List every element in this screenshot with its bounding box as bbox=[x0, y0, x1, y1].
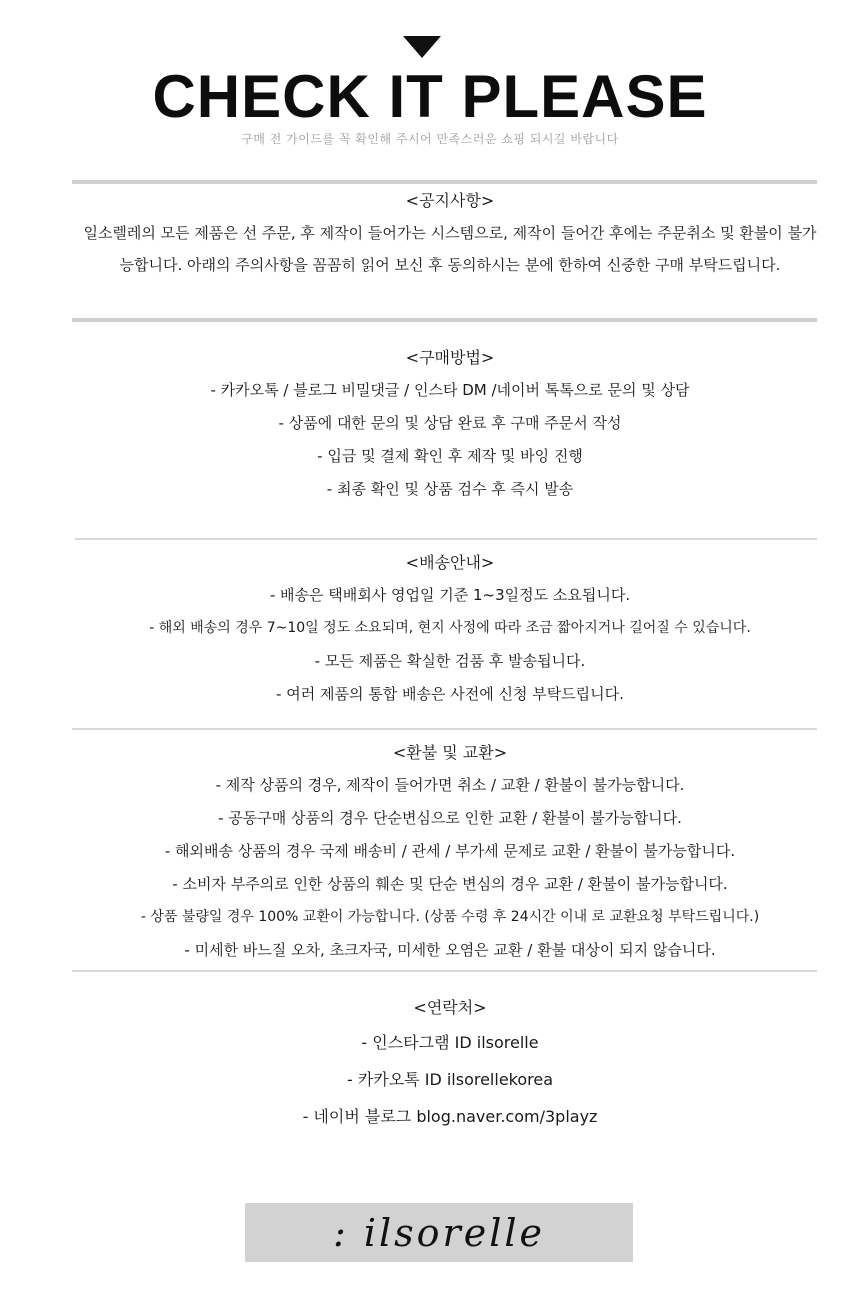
contact-naver-blog: - 네이버 블로그 blog.naver.com/3playz bbox=[302, 1107, 598, 1126]
refund-heading: <환불 및 교환> bbox=[392, 743, 508, 762]
shipping-line: - 여러 제품의 통합 배송은 사전에 신청 부탁드립니다. bbox=[276, 685, 624, 703]
refund-line: - 소비자 부주의로 인한 상품의 훼손 및 단순 변심의 경우 교환 / 환불이 불가능합니다. bbox=[172, 875, 728, 893]
contact-instagram: - 인스타그램 ID ilsorelle bbox=[361, 1033, 539, 1052]
purchase-section bbox=[70, 342, 830, 506]
refund-line: - 제작 상품의 경우, 제작이 들어가면 취소 / 교환 / 환불이 불가능합니다. bbox=[215, 776, 685, 794]
refund-section bbox=[70, 737, 830, 967]
refund-line: - 상품 불량일 경우 100% 교환이 가능합니다. (상품 수령 후 24시간 이내 로 교환요청 부탁드립니다.) bbox=[140, 909, 760, 925]
purchase-line: - 상품에 대한 문의 및 상담 완료 후 구매 주문서 작성 bbox=[278, 414, 622, 432]
divider-top bbox=[72, 180, 817, 184]
shipping-line: - 모든 제품은 확실한 검품 후 발송됩니다. bbox=[314, 652, 586, 670]
refund-line: - 해외배송 상품의 경우 국제 배송비 / 관세 / 부가세 문제로 교환 / 환불이 불가능합니다. bbox=[164, 842, 736, 860]
purchase-heading: <구매방법> bbox=[405, 348, 495, 367]
notice-section bbox=[70, 185, 830, 281]
divider-purchase bbox=[72, 318, 817, 322]
page-subtitle: 구매 전 가이드를 꼭 확인해 주시어 만족스러운 쇼핑 되시길 바랍니다 bbox=[241, 132, 619, 146]
refund-line: - 공동구매 상품의 경우 단순변심으로 인한 교환 / 환불이 불가능합니다. bbox=[218, 809, 682, 827]
divider-contact bbox=[72, 970, 817, 972]
divider-refund bbox=[72, 728, 817, 730]
contact-heading: <연락처> bbox=[413, 998, 487, 1017]
notice-body: 일소렐레의 모든 제품은 선 주문, 후 제작이 들어가는 시스템으로, 제작이 들어간 후에는 주문취소 및 환불이 불가능합니다. 아래의 주의사항을 꼼꼼히 읽어 보신 후 동의하시는 분에 한하여 신중한 구매 부탁드립니다. bbox=[83, 224, 817, 274]
notice-heading: <공지사항> bbox=[405, 191, 495, 210]
brand-logo bbox=[245, 1203, 633, 1262]
page-title: CHECK IT PLEASE bbox=[152, 63, 708, 130]
shipping-section bbox=[70, 547, 830, 711]
contact-section bbox=[70, 992, 830, 1135]
purchase-line: - 최종 확인 및 상품 검수 후 즉시 발송 bbox=[326, 480, 574, 498]
triangle-down-icon bbox=[403, 36, 441, 58]
shipping-line: - 배송은 택배회사 영업일 기준 1~3일정도 소요됩니다. bbox=[269, 586, 631, 604]
brand-logo-text: : ilsorelle bbox=[332, 1210, 545, 1255]
shipping-heading: <배송안내> bbox=[405, 553, 495, 572]
shipping-line: - 해외 배송의 경우 7~10일 정도 소요되며, 현지 사정에 따라 조금 짧아지거나 길어질 수 있습니다. bbox=[149, 620, 751, 636]
refund-line: - 미세한 바느질 오차, 초크자국, 미세한 오염은 교환 / 환불 대상이 되지 않습니다. bbox=[184, 941, 716, 959]
purchase-line: - 입금 및 결제 확인 후 제작 및 바잉 진행 bbox=[317, 447, 583, 465]
divider-shipping bbox=[75, 538, 817, 540]
contact-kakaotalk: - 카카오톡 ID ilsorellekorea bbox=[346, 1070, 554, 1089]
purchase-line: - 카카오톡 / 블로그 비밀댓글 / 인스타 DM /네이버 톡톡으로 문의 및 상담 bbox=[210, 381, 690, 399]
